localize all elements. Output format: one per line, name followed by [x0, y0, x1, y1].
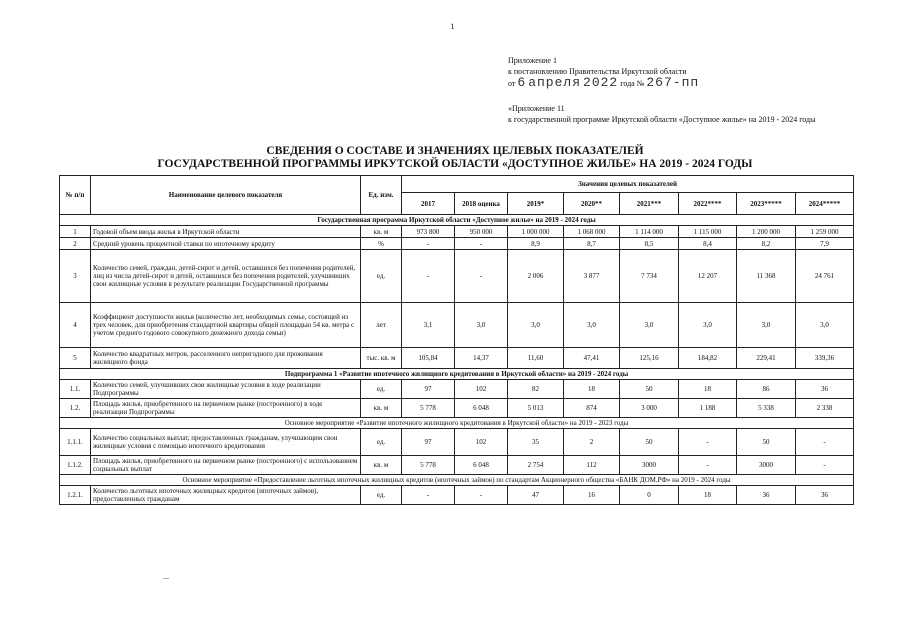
table-row	[60, 429, 854, 456]
value-cell: 86	[737, 380, 796, 399]
appendix-day: 6	[517, 75, 527, 90]
value-cell: 18	[679, 380, 737, 399]
value-cell: 47,41	[564, 348, 620, 369]
value-cell: 950 000	[455, 226, 508, 238]
document-title	[60, 145, 850, 171]
header-unit: Ед. изм.	[361, 176, 402, 215]
unit-cell: кв. м	[361, 456, 402, 475]
value-cell: 7,9	[796, 238, 854, 250]
unit-cell: лет	[361, 303, 402, 348]
value-cell: 3,0	[737, 303, 796, 348]
header-year: 2022****	[679, 193, 737, 215]
row-number: 4	[60, 303, 91, 348]
row-number: 1.1.2.	[60, 456, 91, 475]
value-cell: 36	[796, 380, 854, 399]
appendix-from: от	[508, 79, 516, 88]
value-cell: 1 188	[679, 399, 737, 418]
indicator-name: Количество семей, граждан, детей-сирот и детей, оставшихся без попечения родителей, лиц из числа детей-сирот и детей, оставшихся без попечения родителей, улучшивших свои жилищные условия в результате реализации Государственной программы	[91, 250, 361, 303]
indicator-name: Количество социальных выплат, предоставленных гражданам, улучшающим свои жилищные условия с помощью ипотечного кредитования	[91, 429, 361, 456]
value-cell: 18	[564, 380, 620, 399]
appendix2-header	[508, 103, 848, 125]
value-cell: -	[796, 429, 854, 456]
indicator-name: Количество льготных ипотечных жилищных кредитов (ипотечных займов), предоставленных гражданам	[91, 486, 361, 505]
value-cell: 5 338	[737, 399, 796, 418]
value-cell: 229,41	[737, 348, 796, 369]
row-number: 3	[60, 250, 91, 303]
table-row	[60, 486, 854, 505]
value-cell: 50	[620, 380, 679, 399]
value-cell: -	[455, 238, 508, 250]
value-cell: 0	[620, 486, 679, 505]
section-title: Государственная программа Иркутской области «Доступное жилье» на 2019 - 2024 годы	[60, 215, 854, 226]
unit-cell: ед.	[361, 486, 402, 505]
table-row	[60, 250, 854, 303]
value-cell: 125,16	[620, 348, 679, 369]
unit-cell: ед.	[361, 429, 402, 456]
header-year: 2017	[402, 193, 455, 215]
table-row	[60, 456, 854, 475]
value-cell: 3,0	[455, 303, 508, 348]
table-row	[60, 226, 854, 238]
indicator-name: Годовой объем ввода жилья в Иркутской области	[91, 226, 361, 238]
value-cell: 112	[564, 456, 620, 475]
page-number: 1	[450, 22, 455, 31]
row-number: 5	[60, 348, 91, 369]
value-cell: 2	[564, 429, 620, 456]
indicator-name: Количество семей, улучшивших свои жилищные условия в ходе реализации Подпрограммы	[91, 380, 361, 399]
value-cell: 82	[508, 380, 564, 399]
value-cell: 874	[564, 399, 620, 418]
appendix-line1: Приложение 1	[508, 56, 557, 65]
value-cell: -	[679, 429, 737, 456]
section-title: Подпрограмма 1 «Развитие ипотечного жилищного кредитования в Иркутской области» на 2019 - 2024 годы	[60, 369, 854, 380]
header-values: Значения целевых показателей	[402, 176, 854, 193]
value-cell: -	[402, 238, 455, 250]
appendix-header	[508, 55, 848, 89]
value-cell: 8,5	[620, 238, 679, 250]
row-number: 2	[60, 238, 91, 250]
unit-cell: ед.	[361, 250, 402, 303]
value-cell: -	[402, 486, 455, 505]
indicator-name: Коэффициент доступности жилья (количество лет, необходимых семье, состоящей из трех человек, для приобретения стандартной квартиры общей площадью 54 кв. метра с учетом среднего годового совокупного денежного дохода семьи)	[91, 303, 361, 348]
value-cell: -	[402, 250, 455, 303]
row-number: 1.1.	[60, 380, 91, 399]
value-cell: 102	[455, 380, 508, 399]
value-cell: 50	[620, 429, 679, 456]
value-cell: 1 068 000	[564, 226, 620, 238]
unit-cell: кв. м	[361, 226, 402, 238]
table-body	[60, 215, 854, 505]
value-cell: -	[455, 486, 508, 505]
header-year: 2018 оценка	[455, 193, 508, 215]
value-cell: 3,0	[508, 303, 564, 348]
subsection-title: Основное мероприятие «Развитие ипотечного жилищного кредитования в Иркутской области» на 2019 - 2023 годы	[60, 418, 854, 429]
header-num: № п/п	[60, 176, 91, 215]
table-row	[60, 380, 854, 399]
value-cell: 97	[402, 380, 455, 399]
table-row	[60, 399, 854, 418]
indicator-name: Площадь жилья, приобретенного на первичном рынке (построенного) с использованием социальных выплат	[91, 456, 361, 475]
scan-mark	[163, 578, 169, 579]
value-cell: 3,0	[796, 303, 854, 348]
row-number: 1.1.1.	[60, 429, 91, 456]
unit-cell: ед.	[361, 380, 402, 399]
value-cell: 36	[737, 486, 796, 505]
header-year: 2020**	[564, 193, 620, 215]
value-cell: 50	[737, 429, 796, 456]
unit-cell: %	[361, 238, 402, 250]
row-number: 1.2.1.	[60, 486, 91, 505]
value-cell: 973 800	[402, 226, 455, 238]
appendix-month: апреля	[528, 75, 582, 90]
value-cell: 3000	[737, 456, 796, 475]
table-row	[60, 348, 854, 369]
value-cell: 36	[796, 486, 854, 505]
row-number: 1.2.	[60, 399, 91, 418]
section-row	[60, 215, 854, 226]
appendix-year-word: года	[620, 79, 635, 88]
header-year: 2024*****	[796, 193, 854, 215]
indicators-table	[59, 175, 854, 505]
appendix-num-sign: №	[636, 79, 645, 88]
subsection-row	[60, 475, 854, 486]
value-cell: 1 259 000	[796, 226, 854, 238]
value-cell: 3,0	[564, 303, 620, 348]
value-cell: 7 734	[620, 250, 679, 303]
value-cell: 3 877	[564, 250, 620, 303]
row-number: 1	[60, 226, 91, 238]
value-cell: 8,4	[679, 238, 737, 250]
value-cell: 339,36	[796, 348, 854, 369]
value-cell: 184,82	[679, 348, 737, 369]
value-cell: 8,7	[564, 238, 620, 250]
indicator-name: Площадь жилья, приобретенного на первичном рынке (построенного) в ходе реализации Подпрограммы	[91, 399, 361, 418]
unit-cell: тыс. кв. м	[361, 348, 402, 369]
header-year: 2023*****	[737, 193, 796, 215]
section-row	[60, 369, 854, 380]
appendix2-line2: к государственной программе Иркутской области «Доступное жилье» на 2019 - 2024 годы	[508, 115, 816, 124]
value-cell: -	[796, 456, 854, 475]
appendix-line2: к постановлению Правительства Иркутской области	[508, 67, 687, 76]
value-cell: 5 013	[508, 399, 564, 418]
value-cell: 14,37	[455, 348, 508, 369]
value-cell: 11,60	[508, 348, 564, 369]
subsection-row	[60, 418, 854, 429]
value-cell: 2 754	[508, 456, 564, 475]
unit-cell: кв. м	[361, 399, 402, 418]
table-row	[60, 238, 854, 250]
indicator-name: Количество квадратных метров, расселенного непригодного для проживания жилищного фонда	[91, 348, 361, 369]
header-year: 2019*	[508, 193, 564, 215]
value-cell: 5 778	[402, 399, 455, 418]
table-row	[60, 303, 854, 348]
header-year: 2021***	[620, 193, 679, 215]
value-cell: 102	[455, 429, 508, 456]
value-cell: 47	[508, 486, 564, 505]
value-cell: 16	[564, 486, 620, 505]
value-cell: 5 778	[402, 456, 455, 475]
value-cell: 18	[679, 486, 737, 505]
value-cell: 6 048	[455, 399, 508, 418]
value-cell: 24 761	[796, 250, 854, 303]
value-cell: 8,9	[508, 238, 564, 250]
value-cell: 97	[402, 429, 455, 456]
value-cell: 3 000	[620, 399, 679, 418]
title-line2: ГОСУДАРСТВЕННОЙ ПРОГРАММЫ ИРКУТСКОЙ ОБЛАСТИ «ДОСТУПНОЕ ЖИЛЬЕ» НА 2019 - 2024 ГОДЫ	[157, 158, 753, 170]
appendix-year: 2022	[583, 75, 619, 90]
header-name: Наименование целевого показателя	[91, 176, 361, 215]
value-cell: 3,0	[620, 303, 679, 348]
value-cell: 2 006	[508, 250, 564, 303]
value-cell: 105,84	[402, 348, 455, 369]
value-cell: 1 200 000	[737, 226, 796, 238]
value-cell: 1 115 000	[679, 226, 737, 238]
appendix-number: 267-пп	[646, 75, 700, 90]
value-cell: 1 000 000	[508, 226, 564, 238]
value-cell: 11 368	[737, 250, 796, 303]
value-cell: 8,2	[737, 238, 796, 250]
value-cell: 12 207	[679, 250, 737, 303]
appendix2-line1: «Приложение 11	[508, 104, 565, 113]
title-line1: СВЕДЕНИЯ О СОСТАВЕ И ЗНАЧЕНИЯХ ЦЕЛЕВЫХ ПОКАЗАТЕЛЕЙ	[266, 145, 644, 157]
value-cell: 3000	[620, 456, 679, 475]
subsection-title: Основное мероприятие «Предоставление льготных ипотечных жилищных кредитов (ипотечных займов) по стандартам Акционерного общества «БАНК ДОМ.РФ» на 2019 - 2024 годы	[60, 475, 854, 486]
value-cell: -	[455, 250, 508, 303]
value-cell: 6 048	[455, 456, 508, 475]
value-cell: 3,1	[402, 303, 455, 348]
appendix-date-line	[508, 77, 848, 89]
value-cell: 35	[508, 429, 564, 456]
value-cell: 2 338	[796, 399, 854, 418]
value-cell: 1 114 000	[620, 226, 679, 238]
value-cell: 3,0	[679, 303, 737, 348]
indicator-name: Средний уровень процентной ставки по ипотечному кредиту	[91, 238, 361, 250]
value-cell: -	[679, 456, 737, 475]
